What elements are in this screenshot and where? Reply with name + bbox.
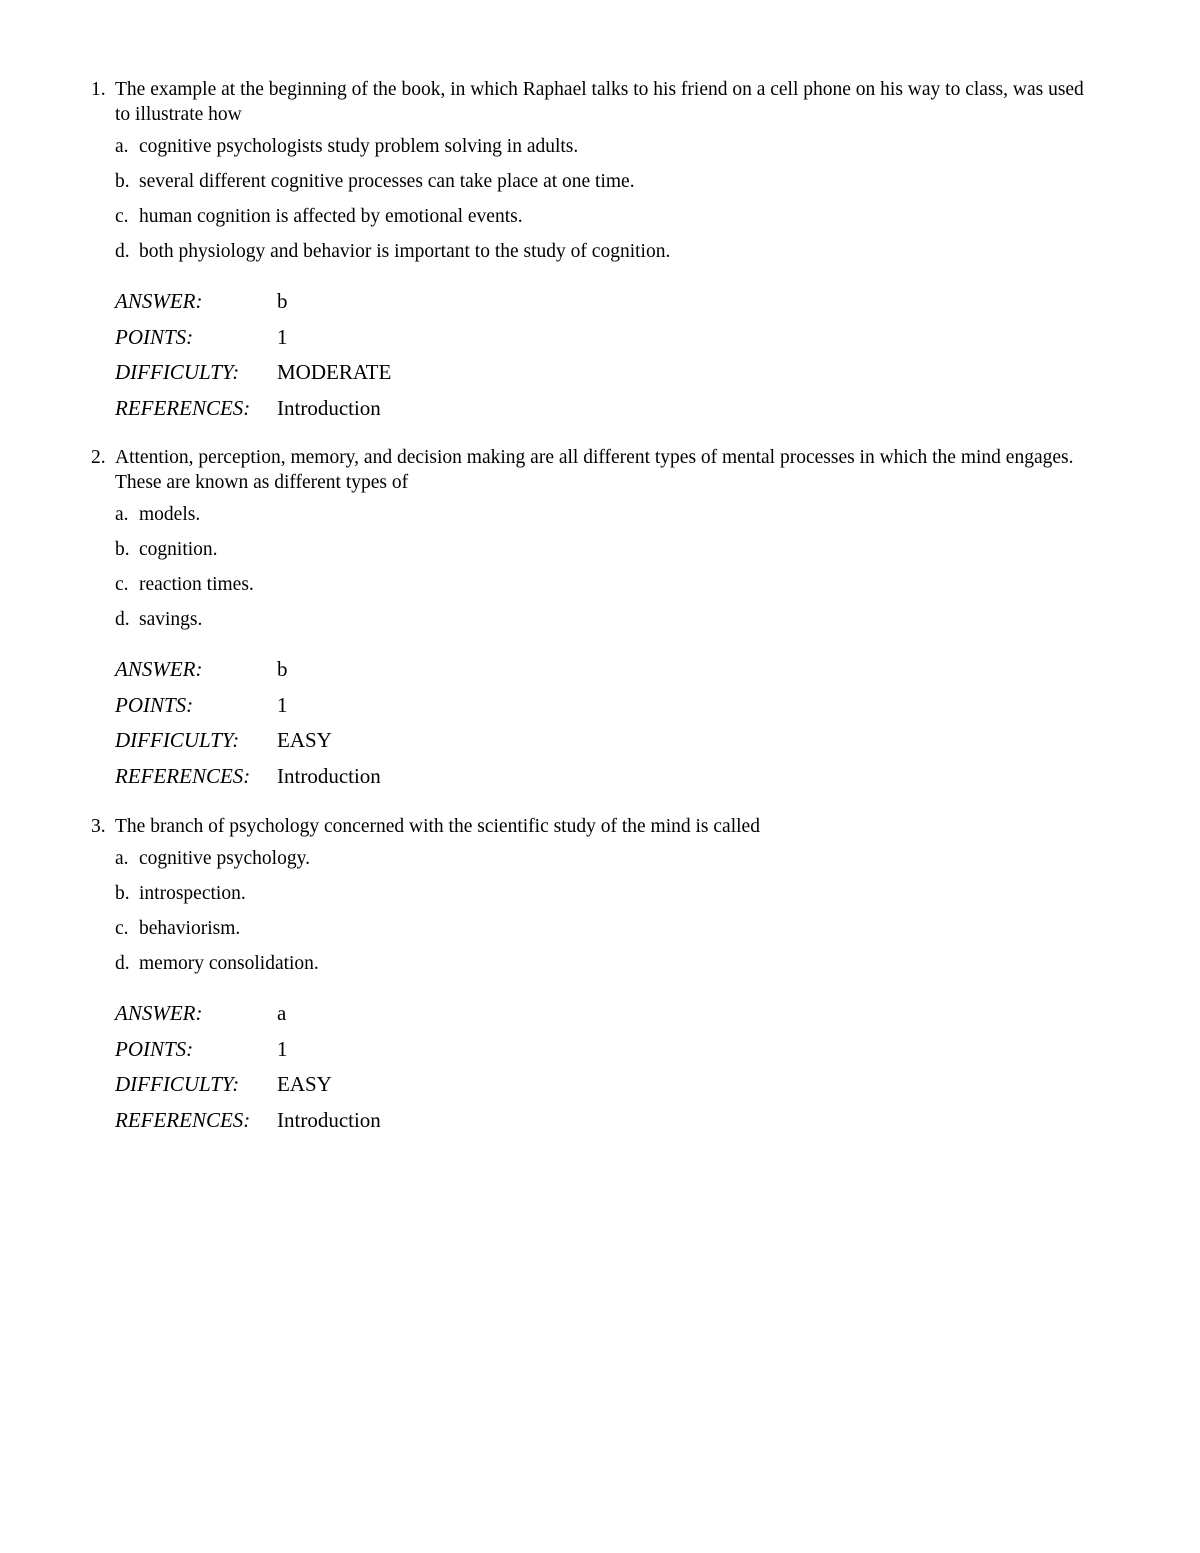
meta-value: a [277,1001,287,1025]
option-letter: d. [115,953,130,974]
meta-value: MODERATE [277,360,392,384]
option-letter: c. [115,918,129,939]
option-letter: c. [115,206,129,227]
question-number: 2. [91,447,106,468]
meta-value: Introduction [277,763,381,788]
question-number: 3. [91,816,106,837]
option-d [115,239,1091,274]
points-row [115,324,1091,360]
option-c [115,572,1091,607]
answer-options [115,134,1091,274]
meta-label: ANSWER: [115,1001,203,1025]
option-letter: a. [115,504,129,525]
meta-label: ANSWER: [115,289,203,313]
option-b [115,537,1091,572]
meta-value: 1 [277,692,288,717]
option-d [115,607,1091,642]
difficulty-row [115,359,1091,395]
option-d [115,951,1091,986]
references-row [115,395,1091,431]
meta-label: POINTS: [115,692,194,717]
question-metadata [115,288,1091,430]
meta-value: EASY [277,1072,332,1096]
question-text: Attention, perception, memory, and decision making are all different types of mental processes in which the mind engages. These are known as different types of [115,447,1074,493]
question-number: 1. [91,79,106,100]
option-letter: a. [115,848,129,869]
option-text: introspection. [139,883,246,904]
option-letter: d. [115,609,130,630]
answer-options [115,502,1091,642]
option-text: cognition. [139,539,218,560]
answer-row [115,656,1091,692]
option-text: human cognition is affected by emotional events. [139,206,523,227]
difficulty-row [115,727,1091,763]
question-stem [91,445,1091,495]
references-row [115,1107,1091,1143]
meta-value: EASY [277,728,332,752]
answer-row [115,1000,1091,1036]
option-b [115,881,1091,916]
meta-label: DIFFICULTY: [115,728,240,752]
option-c [115,916,1091,951]
points-row [115,1036,1091,1072]
question-stem [91,814,1091,839]
option-text: cognitive psychology. [139,848,310,869]
meta-value: Introduction [277,1107,381,1132]
option-text: savings. [139,609,203,630]
points-row [115,692,1091,728]
option-text: models. [139,504,201,525]
question-2 [91,445,1091,798]
option-c [115,204,1091,239]
option-a [115,502,1091,537]
difficulty-row [115,1071,1091,1107]
meta-value: b [277,657,288,681]
meta-label: DIFFICULTY: [115,360,240,384]
meta-label: POINTS: [115,324,194,349]
meta-label: POINTS: [115,1036,194,1061]
meta-value: b [277,289,288,313]
references-row [115,763,1091,799]
option-a [115,134,1091,169]
option-letter: c. [115,574,129,595]
meta-label: REFERENCES: [115,763,251,788]
meta-value: 1 [277,1036,288,1061]
option-letter: d. [115,241,130,262]
meta-label: REFERENCES: [115,1107,251,1132]
meta-label: DIFFICULTY: [115,1072,240,1096]
meta-value: Introduction [277,395,381,420]
question-metadata [115,656,1091,798]
option-text: reaction times. [139,574,254,595]
option-text: several different cognitive processes can take place at one time. [139,171,635,192]
option-b [115,169,1091,204]
question-text: The example at the beginning of the book, in which Raphael talks to his friend on a cell phone on his way to class, was used to illustrate how [115,79,1084,125]
question-stem [91,77,1091,127]
option-letter: b. [115,171,130,192]
meta-label: ANSWER: [115,657,203,681]
question-metadata [115,1000,1091,1142]
meta-value: 1 [277,324,288,349]
answer-options [115,846,1091,986]
option-a [115,846,1091,881]
option-text: behaviorism. [139,918,241,939]
option-letter: b. [115,539,130,560]
answer-row [115,288,1091,324]
option-text: both physiology and behavior is important to the study of cognition. [139,241,671,262]
option-letter: a. [115,136,129,157]
option-text: cognitive psychologists study problem solving in adults. [139,136,579,157]
question-3 [91,814,1091,1142]
option-letter: b. [115,883,130,904]
question-1 [91,77,1091,430]
question-text: The branch of psychology concerned with the scientific study of the mind is called [115,816,760,837]
option-text: memory consolidation. [139,953,319,974]
meta-label: REFERENCES: [115,395,251,420]
